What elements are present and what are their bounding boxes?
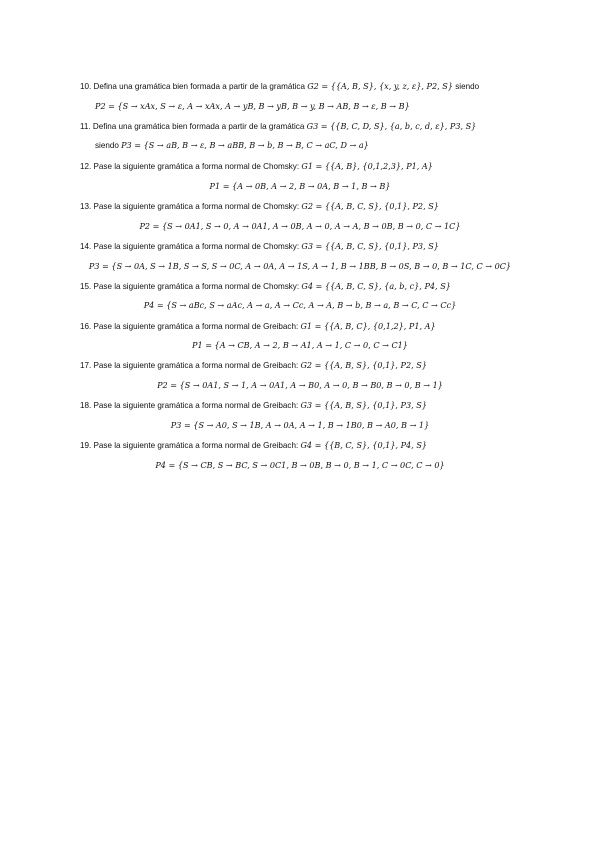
exercise-text: Pase la siguiente gramática a forma normal de Greibach: [93,441,299,450]
exercise-14-productions: P3 = {S → 0A, S → 1B, S → S, S → 0C, A → 0A, A → 1S, A → 1, B → 1BB, B → 0S, B → 0, B → 1C, C → 0C} [88,261,512,271]
exercise-text: Pase la siguiente gramática a forma normal de Chomsky: [93,202,300,211]
exercise-13-productions: P2 = {S → 0A1, S → 0, A → 0A1, A → 0B, A → 0, A → A, B → 0B, B → 0, C → 1C} [139,221,461,231]
exercise-number: 18. [80,401,92,410]
exercise-suffix: siendo [455,82,480,91]
exercise-18-statement [80,400,427,411]
exercise-text: Defina una gramática bien formada a partir de la gramática [93,82,305,91]
exercise-number: 10. [80,82,92,91]
exercise-number: 13. [80,202,92,211]
exercise-number: 12. [80,162,92,171]
exercise-13-statement [80,201,439,212]
exercise-10-productions: P2 = {S → xAx, S → ε, A → xAx, A → yB, B → yB, B → y, B → AB, B → ε, B → B} [95,101,410,111]
exercise-text: Pase la siguiente gramática a forma normal de Greibach: [93,322,299,331]
exercise-19-productions: P4 = {S → CB, S → BC, S → 0C1, B → 0B, B → 0, B → 1, C → 0C, C → 0} [155,460,445,470]
exercise-number: 14. [80,242,92,251]
exercise-grammar: G1 = {{A, B}, {0,1,2,3}, P1, A} [301,161,433,171]
exercise-18-productions: P3 = {S → A0, S → 1B, A → 0A, A → 1, B → 1B0, B → A0, B → 1} [170,420,430,430]
exercise-grammar: G2 = {{A, B, S}, {0,1}, P2, S} [300,360,427,370]
exercise-number: 11. [80,122,91,131]
exercise-19-statement [80,440,427,451]
exercise-17-productions: P2 = {S → 0A1, S → 1, A → 0A1, A → B0, A → 0, B → B0, B → 0, B → 1} [157,380,443,390]
exercise-text: Pase la siguiente gramática a forma normal de Chomsky: [93,162,300,171]
exercise-prefix: siendo [95,141,119,150]
exercise-number: 15. [80,282,92,291]
exercise-grammar: G4 = {{B, C, S}, {0,1}, P4, S} [300,440,428,450]
exercise-11-statement [80,121,476,132]
exercise-grammar: G2 = {{A, B, C, S}, {0,1}, P2, S} [301,201,439,211]
exercise-14-statement [80,241,439,252]
exercise-grammar: G3 = {{A, B, C, S}, {0,1}, P3, S} [301,241,439,251]
exercise-text: Defina una gramática bien formada a partir de la gramática [92,122,305,131]
exercise-grammar: G3 = {{A, B, S}, {0,1}, P3, S} [300,400,427,410]
exercise-grammar: G1 = {{A, B, C}, {0,1,2}, P1, A} [300,321,436,331]
exercise-17-statement [80,360,427,371]
exercise-12-productions: P1 = {A → 0B, A → 2, B → 0A, B → 1, B → B} [209,181,391,191]
exercise-16-statement [80,321,436,332]
exercise-15-statement [80,281,451,292]
exercise-number: 16. [80,322,92,331]
exercise-grammar: G3 = {{B, C, D, S}, {a, b, c, d, ε}, P3, S} [306,121,477,131]
exercise-text: Pase la siguiente gramática a forma normal de Chomsky: [93,242,300,251]
exercise-text: Pase la siguiente gramática a forma normal de Chomsky: [93,282,300,291]
exercise-text: Pase la siguiente gramática a forma normal de Greibach: [93,401,299,410]
exercise-grammar: G2 = {{A, B, S}, {x, y, z, ε}, P2, S} [307,81,453,91]
exercise-production-set: P3 = {S → aB, B → ε, B → aBB, B → b, B → B, C → aC, D → a} [121,140,369,150]
exercise-12-statement [80,161,433,172]
exercise-grammar: G4 = {{A, B, C, S}, {a, b, c}, P4, S} [301,281,451,291]
exercise-15-productions: P4 = {S → aBc, S → aAc, A → a, A → Cc, A → A, B → b, B → a, B → C, C → Cc} [143,300,457,310]
exercise-number: 19. [80,441,92,450]
exercise-16-productions: P1 = {A → CB, A → 2, B → A1, A → 1, C → 0, C → C1} [192,340,408,350]
exercise-text: Pase la siguiente gramática a forma normal de Greibach: [93,361,299,370]
exercise-number: 17. [80,361,92,370]
exercise-10-statement [80,81,479,92]
exercise-11-productions [95,140,369,151]
